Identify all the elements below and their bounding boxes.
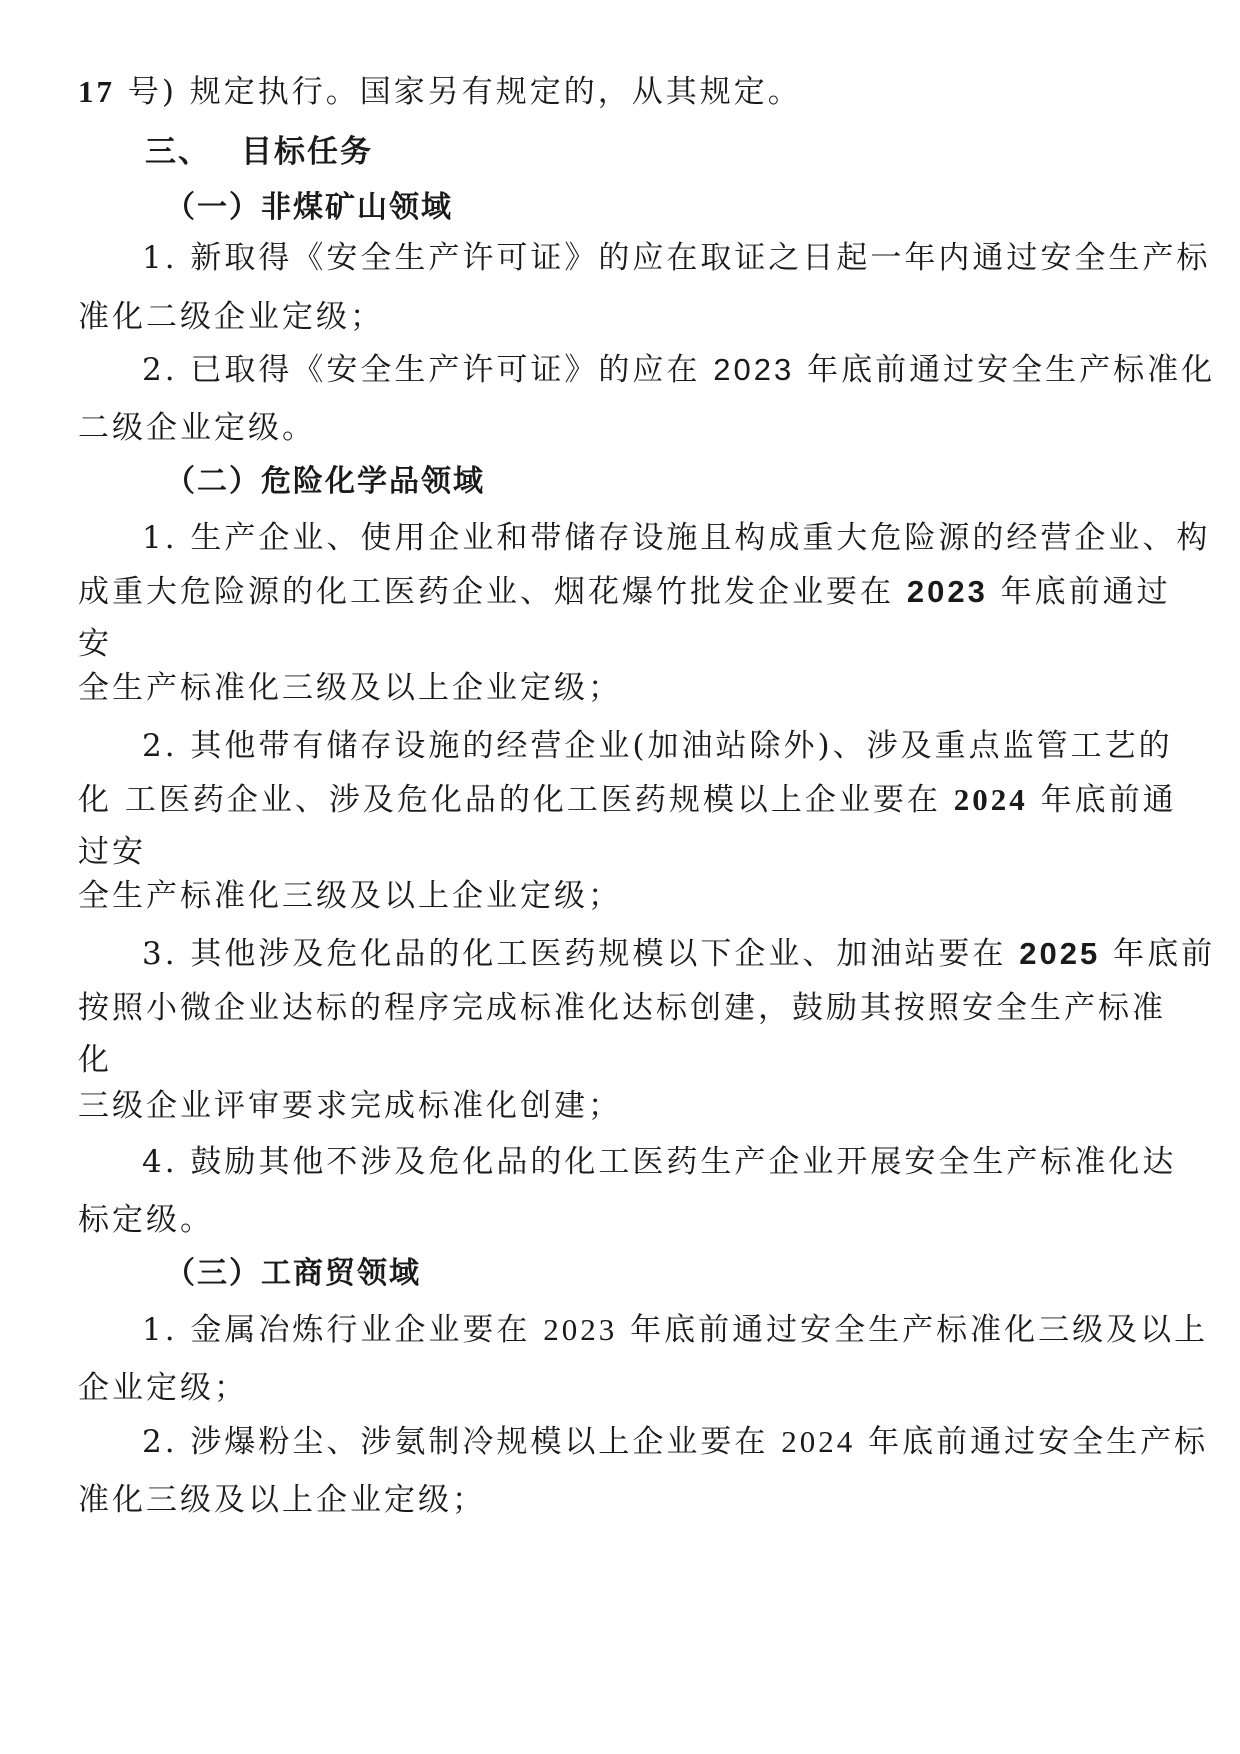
- text-line: 1. 金属冶炼行业企业要在 2023 年底前通过安全生产标准化三级及以上: [142, 1312, 1209, 1348]
- text-line: 标定级。: [78, 1202, 214, 1238]
- text-line: 准化三级及以上企业定级；: [78, 1482, 486, 1518]
- text-line: 企业定级；: [78, 1370, 248, 1406]
- text-line: 2. 其他带有储存设施的经营企业(加油站除外)、涉及重点监管工艺的: [142, 728, 1173, 764]
- text-line: 化: [78, 1042, 112, 1078]
- subsection-heading: （三）工商贸领域: [165, 1256, 421, 1291]
- text-line: 1. 生产企业、使用企业和带储存设施且构成重大危险源的经营企业、构: [142, 520, 1211, 556]
- text-line: 过安: [78, 834, 146, 870]
- subsection-heading: （一）非煤矿山领域: [165, 190, 453, 225]
- text-line: 2. 已取得《安全生产许可证》的应在 2023 年底前通过安全生产标准化: [142, 352, 1216, 388]
- text-line: 安: [78, 626, 112, 662]
- subsection-heading: （二）危险化学品领域: [165, 464, 485, 499]
- text-line: 按照小微企业达标的程序完成标准化达标创建，鼓励其按照安全生产标准: [78, 990, 1166, 1026]
- text-line: 1. 新取得《安全生产许可证》的应在取证之日起一年内通过安全生产标: [142, 240, 1211, 276]
- text-line: 3. 其他涉及危化品的化工医药规模以下企业、加油站要在 2025 年底前: [142, 936, 1216, 972]
- section-heading: 三、 目标任务: [145, 134, 373, 170]
- text-line: 化 工医药企业、涉及危化品的化工医药规模以上企业要在 2024 年底前通: [78, 782, 1177, 818]
- text-line: 4. 鼓励其他不涉及危化品的化工医药生产企业开展安全生产标准化达: [142, 1144, 1177, 1180]
- text-line: 准化二级企业定级；: [78, 299, 384, 335]
- regulation-number: 17: [78, 74, 115, 109]
- text-line: 全生产标准化三级及以上企业定级；: [78, 670, 622, 706]
- text-line: 全生产标准化三级及以上企业定级；: [78, 878, 622, 914]
- text-line: 成重大危险源的化工医药企业、烟花爆竹批发企业要在 2023 年底前通过: [78, 574, 1171, 610]
- text-line: 2. 涉爆粉尘、涉氨制冷规模以上企业要在 2024 年底前通过安全生产标: [142, 1424, 1209, 1460]
- text-line: 二级企业定级。: [78, 410, 316, 446]
- text-line: 三级企业评审要求完成标准化创建；: [78, 1088, 622, 1124]
- text-line: 17 号) 规定执行。国家另有规定的，从其规定。: [78, 74, 802, 110]
